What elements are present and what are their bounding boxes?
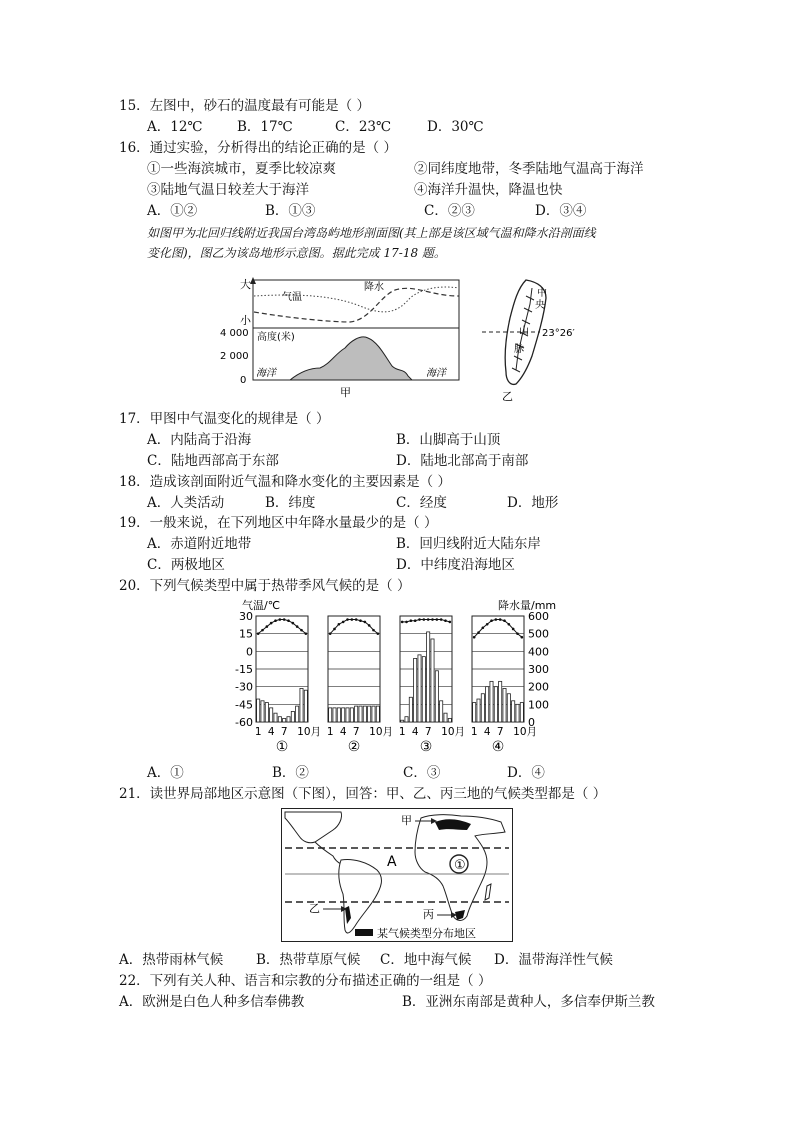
right-tick-label: 400 [528, 645, 549, 659]
q16-stem: 16．通过实验，分析得出的结论正确的是（ ） [119, 140, 397, 156]
q17-option-d: D．陆地北部高于南部 [396, 453, 529, 469]
panel-label: ① [275, 739, 289, 755]
q15-stem: 15．左图中，砂石的温度最有可能是（ ） [119, 98, 370, 114]
x-tick-label: 7 [352, 726, 360, 738]
precip-bar [304, 690, 307, 722]
right-tick-label: 0 [528, 716, 535, 729]
right-tick-label: 100 [528, 698, 549, 712]
panel-label: ④ [491, 739, 505, 755]
temp-point [359, 619, 362, 622]
temp-point [503, 619, 506, 622]
right-tick-label: 600 [528, 610, 549, 623]
q20-stem: 20．下列气候类型中属于热带季风气候的是（ ） [119, 578, 411, 594]
precip-bar [372, 706, 375, 722]
temp-point [342, 621, 345, 624]
q18-option-b: B．纬度 [265, 495, 316, 511]
temp-point [477, 631, 480, 634]
q18-option-c: C．经度 [396, 495, 447, 511]
label-jia: 甲 [401, 814, 412, 827]
temp-point [512, 628, 515, 631]
temp-point [372, 629, 375, 632]
precip-bar [337, 708, 340, 722]
temp-point [444, 619, 447, 622]
temp-point [283, 618, 286, 621]
precip-bar [444, 713, 447, 722]
q17-option-a: A．内陆高于沿海 [147, 432, 252, 448]
temp-point [516, 632, 519, 635]
right-tick-label: 300 [528, 663, 549, 676]
q16-option-d: D．③④ [535, 203, 587, 219]
climate-charts [226, 598, 556, 756]
q19-option-c: C．两极地区 [147, 557, 225, 573]
height-tick-4000: 4 000 [220, 328, 249, 339]
precip-bar [261, 701, 264, 722]
temp-point [449, 621, 452, 624]
precip-bar [342, 708, 345, 722]
q16-option-b: B．①③ [265, 203, 316, 219]
precip-bar [414, 658, 417, 722]
climate-panel-3 [399, 616, 465, 755]
precip-bar [350, 708, 353, 722]
precip-bar [346, 708, 349, 722]
precip-bar [409, 697, 412, 722]
panel-label: ② [347, 739, 361, 755]
ocean-left-label: 海洋 [256, 368, 276, 379]
temp-point [410, 619, 413, 622]
label-shan: 山 [519, 326, 529, 337]
figure-jia-profile [220, 276, 470, 398]
x-tick-label: 7 [280, 726, 288, 738]
precip-bar [363, 706, 366, 722]
temp-point [495, 618, 498, 621]
precip-bar [359, 706, 362, 722]
climate-panel-2 [327, 616, 393, 755]
intro-line-1: 如图甲为北回归线附近我国台湾岛屿地形剖面图(其上部是该区域气温和降水沿剖面线 [147, 226, 596, 240]
right-tick-label: 200 [528, 680, 549, 694]
right-tick-label: 500 [528, 627, 549, 641]
temp-point [508, 623, 511, 626]
label-mai: 脉 [514, 344, 524, 355]
figure-yi-caption: 乙 [502, 390, 513, 403]
precip-bar [376, 706, 379, 722]
precip-bar [440, 701, 443, 722]
left-tick-label: 15 [239, 627, 253, 641]
left-tick-label: 0 [246, 645, 253, 659]
precip-bar [503, 688, 506, 722]
temp-point [355, 618, 358, 621]
temp-point [401, 621, 404, 624]
x-tick-label: 7 [424, 726, 432, 738]
q20-option-a: A．① [147, 765, 184, 781]
q17-stem: 17．甲图中气温变化的规律是（ ） [119, 411, 330, 427]
temp-point [329, 632, 332, 635]
height-axis-label: 高度(米) [257, 332, 295, 343]
q15-option-c: C．23℃ [335, 119, 392, 135]
q16-statement-2: ②同纬度地带，冬季陆地气温高于海洋 [414, 161, 644, 177]
q20-option-d: D．④ [507, 765, 545, 781]
left-tick-label: -60 [235, 716, 253, 729]
label-circle-one: ① [454, 858, 466, 873]
x-tick-label: 4 [483, 726, 491, 738]
q16-statement-3: ③陆地气温日较差大于海洋 [147, 182, 309, 198]
temp-point [257, 632, 260, 635]
precip-bar [499, 681, 502, 722]
precip-bar [448, 718, 451, 722]
q22-option-a: A．欧洲是白色人种多信奉佛教 [119, 994, 305, 1010]
q21-option-a: A．热带雨林气候 [119, 952, 224, 968]
temp-point [279, 618, 282, 621]
x-tick-label: 10月 [513, 726, 538, 738]
temp-point [270, 622, 273, 625]
q19-option-b: B．回归线附近大陆东岸 [396, 536, 541, 552]
legend-swatch [355, 929, 373, 936]
x-tick-label: 1 [326, 726, 334, 738]
temp-point [490, 619, 493, 622]
temp-point [431, 618, 434, 621]
precip-bar [329, 708, 332, 722]
label-bing: 丙 [423, 908, 434, 921]
temp-point [482, 626, 485, 629]
ocean-right-label: 海洋 [426, 368, 446, 379]
q16-statement-4: ④海洋升温快，降温也快 [414, 182, 563, 198]
y-axis-small-label: 小 [240, 314, 251, 327]
temp-point [414, 619, 417, 622]
latitude-label: 23°26′ [542, 328, 575, 339]
left-tick-label: -30 [235, 680, 253, 694]
precip-bar [333, 708, 336, 722]
q19-option-a: A．赤道附近地带 [147, 536, 252, 552]
q21-stem: 21．读世界局部地区示意图（下图），回答：甲、乙、丙三地的气候类型都是（ ） [119, 786, 607, 802]
q22-option-b: B．亚洲东南部是黄种人，多信奉伊斯兰教 [402, 994, 655, 1010]
x-tick-label: 4 [339, 726, 347, 738]
precip-bar [265, 703, 268, 722]
q20-option-c: C．③ [403, 765, 441, 781]
precip-bar [490, 681, 493, 722]
precip-bar [401, 720, 404, 722]
left-axis-title: 气温/℃ [242, 599, 281, 612]
label-yi: 乙 [309, 902, 320, 915]
q17-option-c: C．陆地西部高于东部 [147, 453, 279, 469]
climate-panel-1 [255, 616, 321, 755]
temp-point [473, 636, 476, 639]
temp-point [499, 618, 502, 621]
q18-stem: 18．造成该剖面附近气温和降水变化的主要因素是（ ） [119, 474, 451, 490]
precipitation-label: 降水 [364, 282, 384, 293]
precip-bar [274, 713, 277, 722]
q17-option-b: B．山脚高于山顶 [396, 432, 501, 448]
temp-point [440, 618, 443, 621]
right-axis-title: 降水量/mm [498, 599, 556, 612]
label-yang: 央 [535, 300, 545, 311]
precip-bar [287, 717, 290, 722]
q22-stem: 22．下列有关人种、语言和宗教的分布描述正确的一组是（ ） [119, 973, 492, 989]
precip-bar [422, 657, 425, 722]
temp-point [261, 629, 264, 632]
precip-bar [507, 694, 510, 722]
q21-option-c: C．地中海气候 [380, 952, 472, 968]
q21-option-d: D．温带海洋性气候 [494, 952, 613, 968]
precip-bar [270, 708, 273, 722]
precip-bar [418, 655, 421, 722]
temp-point [418, 618, 421, 621]
x-tick-label: 4 [267, 726, 275, 738]
temp-point [305, 632, 308, 635]
q18-option-a: A．人类活动 [147, 495, 225, 511]
precip-bar [355, 706, 358, 722]
intro-line-2: 变化图)，图乙为该岛地形示意图。据此完成 17-18 题。 [147, 246, 446, 260]
q15-option-d: D．30℃ [427, 119, 484, 135]
temp-point [296, 625, 299, 628]
precip-bar [486, 687, 489, 722]
left-tick-label: 30 [239, 610, 253, 623]
precip-bar [477, 699, 480, 722]
temp-point [346, 618, 349, 621]
precip-bar [494, 687, 497, 722]
temp-point [427, 618, 430, 621]
q19-option-d: D．中纬度沿海地区 [396, 557, 515, 573]
temp-point [364, 621, 367, 624]
temp-point [405, 621, 408, 624]
x-tick-label: 7 [496, 726, 504, 738]
precip-bar [473, 703, 476, 722]
temp-point [292, 622, 295, 625]
temp-point [338, 623, 341, 626]
q15-option-b: B．17℃ [237, 119, 293, 135]
q21-option-b: B．热带草原气候 [256, 952, 361, 968]
figure-yi-island-map [476, 276, 586, 404]
temp-point [368, 624, 371, 627]
precip-bar [516, 704, 519, 722]
x-tick-label: 10月 [441, 726, 466, 738]
q20-option-b: B．② [272, 765, 309, 781]
left-tick-label: -15 [235, 663, 253, 676]
precip-bar [481, 694, 484, 722]
q16-statement-1: ①一些海滨城市，夏季比较凉爽 [147, 161, 336, 177]
precip-bar [431, 639, 434, 722]
temp-point [486, 623, 489, 626]
x-tick-label: 10月 [297, 726, 322, 738]
precip-bar [405, 717, 408, 722]
q16-option-c: C．②③ [424, 203, 475, 219]
temp-point [423, 618, 426, 621]
x-tick-label: 1 [470, 726, 478, 738]
temperature-label: 气温 [282, 292, 302, 303]
precip-bar [291, 711, 294, 722]
temp-point [274, 619, 277, 622]
y-axis-big-label: 大 [240, 278, 251, 291]
precip-bar [435, 671, 438, 722]
q16-option-a: A．①② [147, 203, 198, 219]
temp-point [521, 636, 524, 639]
label-A: A [387, 854, 397, 870]
left-tick-label: -45 [235, 698, 253, 712]
precip-bar [278, 717, 281, 722]
precip-bar [296, 706, 299, 722]
x-tick-label: 1 [254, 726, 262, 738]
temp-point [287, 619, 290, 622]
x-tick-label: 1 [398, 726, 406, 738]
temp-point [436, 618, 439, 621]
height-tick-0: 0 [240, 375, 247, 386]
precip-bar [257, 699, 260, 722]
temp-point [300, 629, 303, 632]
precip-bar [520, 703, 523, 722]
temp-point [377, 632, 380, 635]
precip-bar [368, 706, 371, 722]
x-tick-label: 10月 [369, 726, 394, 738]
precip-bar [427, 632, 430, 722]
temp-point [266, 625, 269, 628]
terrain-mountain [290, 337, 412, 380]
legend-label: 某气候类型分布地区 [377, 927, 476, 940]
q18-option-d: D．地形 [507, 495, 559, 511]
precip-bar [300, 688, 303, 722]
label-zhong: 中 [537, 288, 547, 299]
temp-point [333, 628, 336, 631]
height-tick-2000: 2 000 [220, 351, 249, 362]
precip-bar [283, 718, 286, 722]
figure-jia-caption: 甲 [340, 386, 351, 398]
precip-bar [512, 701, 515, 722]
q15-option-a: A．12℃ [147, 119, 203, 135]
world-map [281, 808, 513, 942]
q19-stem: 19．一般来说，在下列地区中年降水量最少的是（ ） [119, 515, 438, 531]
temp-point [351, 618, 354, 621]
panel-label: ③ [419, 739, 433, 755]
x-tick-label: 4 [411, 726, 419, 738]
